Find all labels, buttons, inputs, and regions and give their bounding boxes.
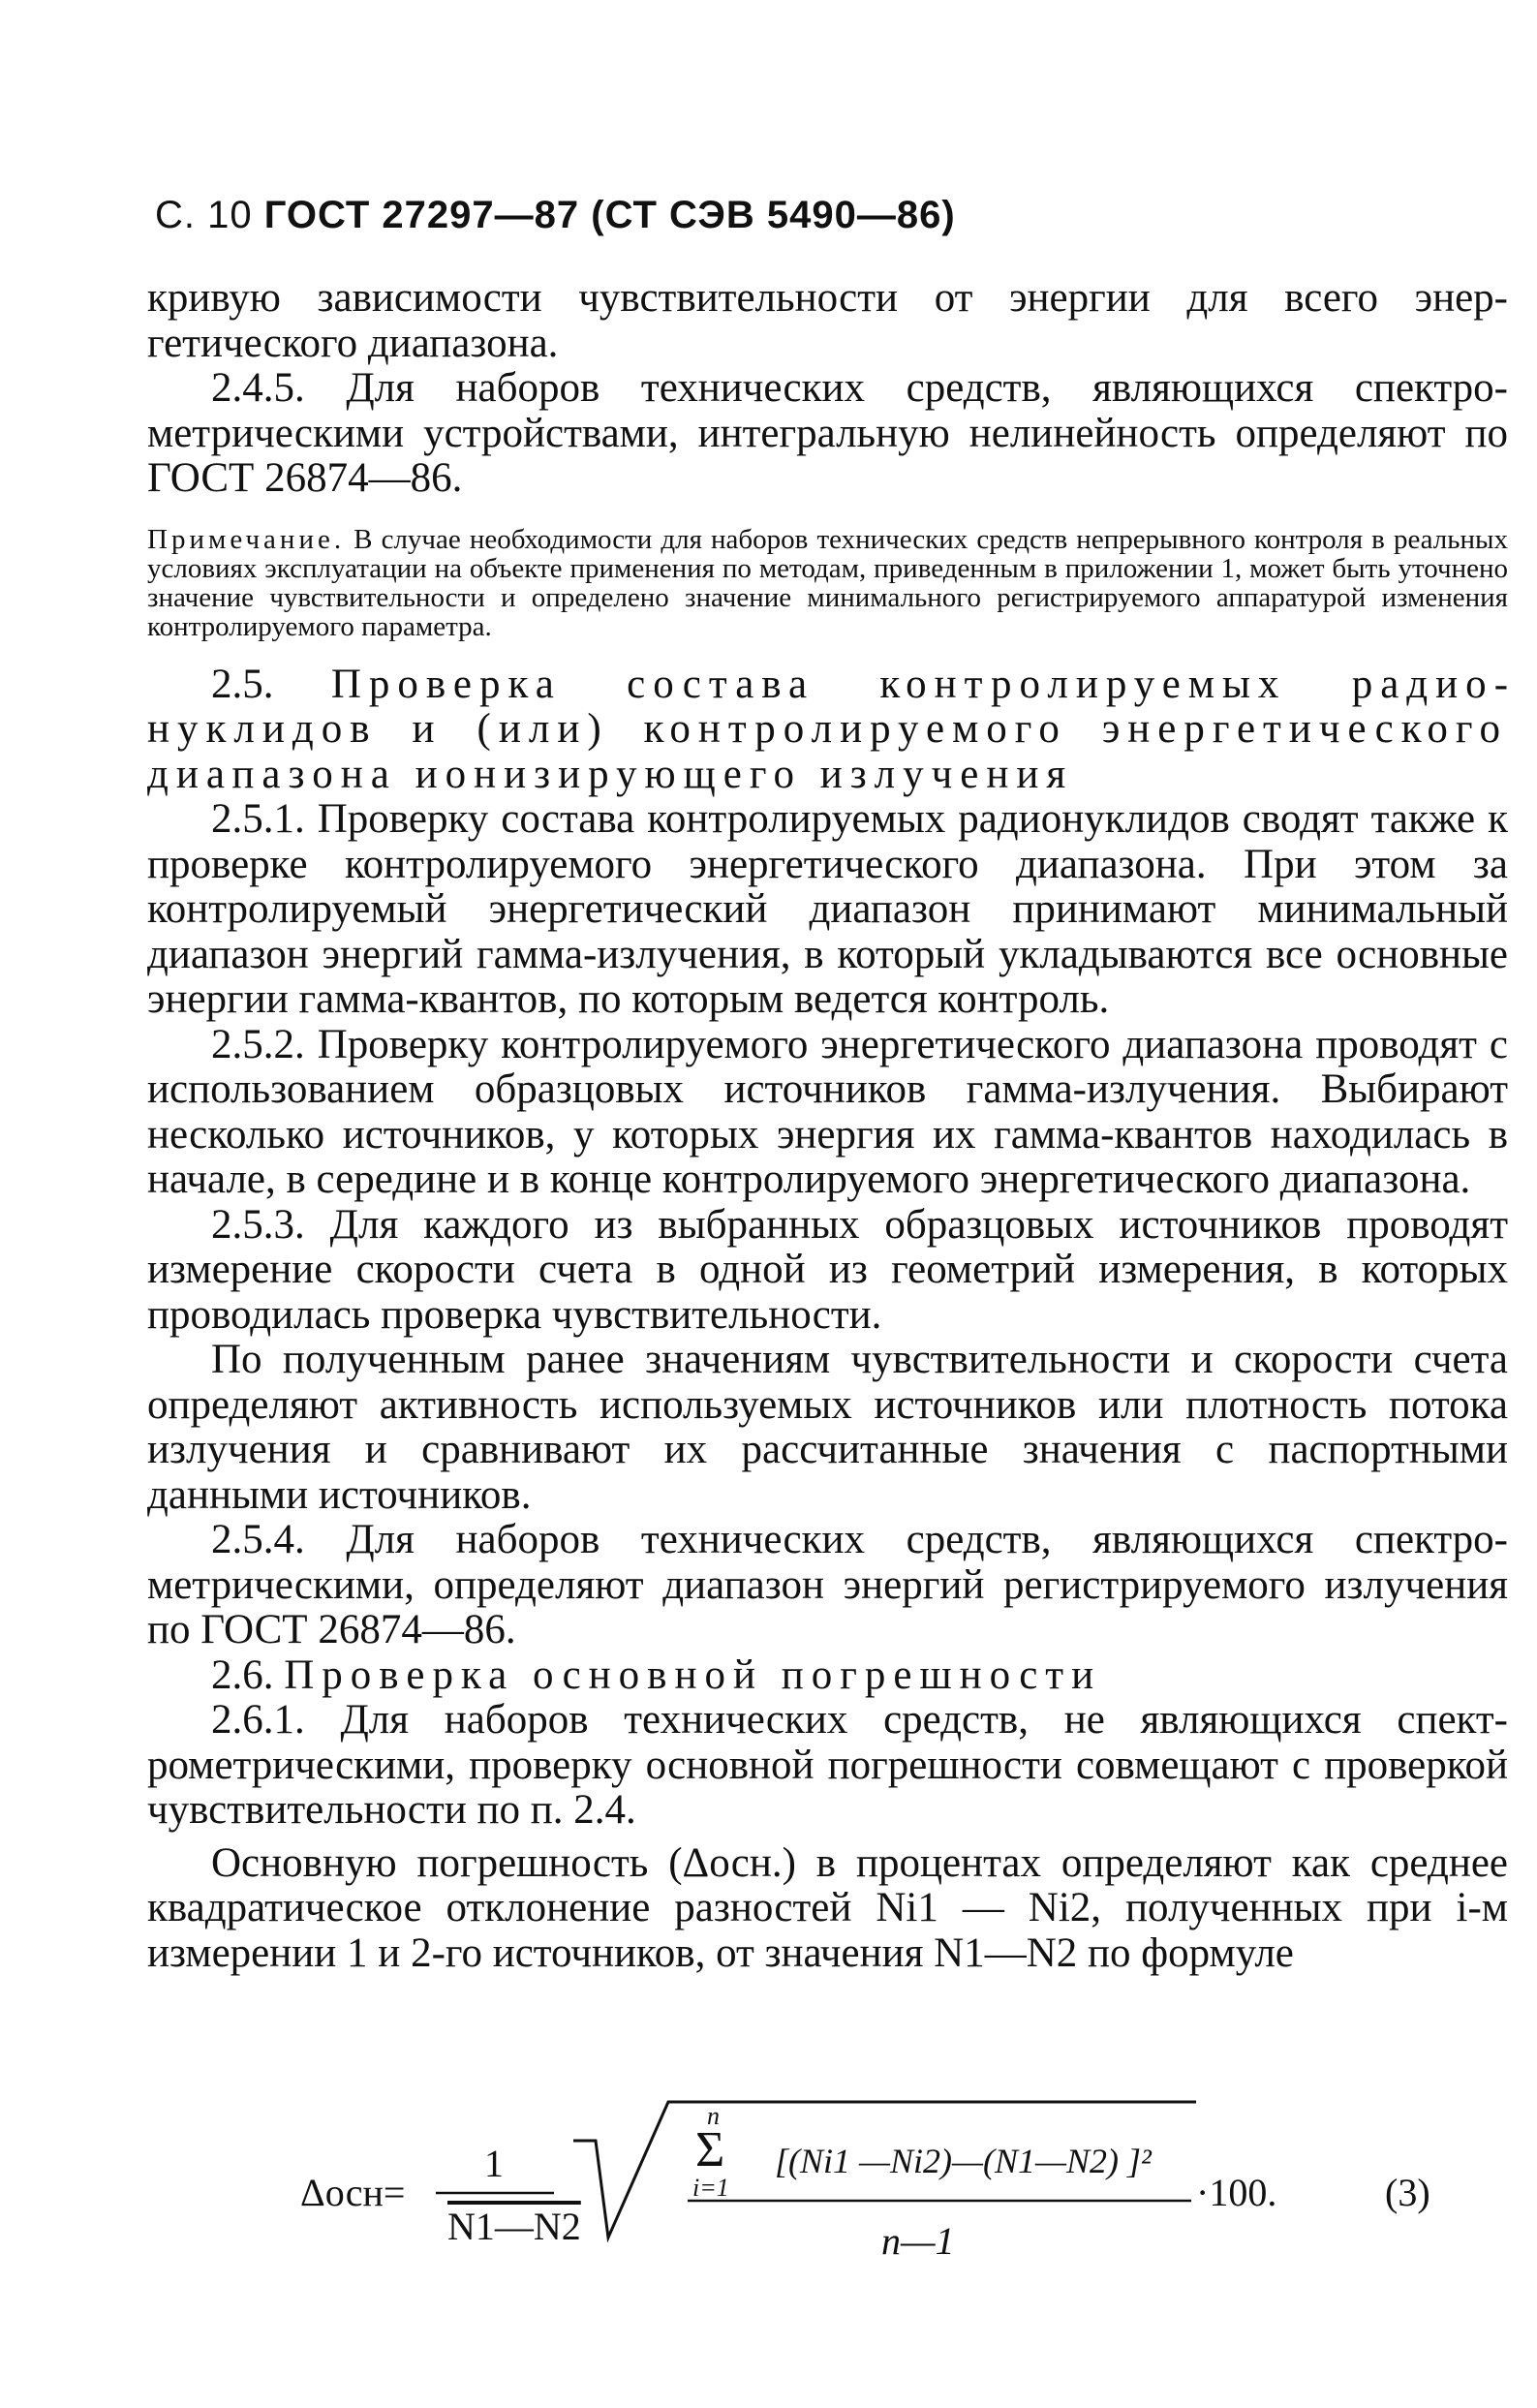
standard-title: ГОСТ 27297—87 (СТ СЭВ 5490—86) xyxy=(263,194,956,236)
paragraph-continuation: кривую зависимости чувствительности от энергии для всего энергетического диапазона. xyxy=(147,275,1508,366)
formula-one: 1 xyxy=(484,2142,504,2185)
section-number: 2.6. xyxy=(211,1652,274,1698)
formula-lhs: Δосн= xyxy=(300,2171,406,2214)
formula-number: (3) xyxy=(1385,2171,1430,2214)
sum-upper: n xyxy=(707,2102,720,2130)
sum-symbol: Σ xyxy=(695,2122,725,2177)
paragraph-2-5-1: 2.5.1. Проверку состава контролируемых радионуклидов сводят также к проверке контролируемого энергетического диапазона. При этом за контролируемый энергетический диапазон принимают минимальный диапазон энергий гамма-излучения, в который укладываются все основные энергии гамма-квантов, по которым ведется контроль. xyxy=(147,796,1508,1022)
formula-numerator: [(Ni1 —Ni2)—(N1—N2) ]² xyxy=(775,2142,1152,2180)
document-body xyxy=(147,276,1508,1976)
section-number: 2.5. xyxy=(211,661,274,707)
paragraph-2-5-2: 2.5.2. Проверку контролируемого энергетического диапазона проводят с использованием образцовых источников гамма-излучения. Выбирают несколько источников, у которых энергия их гамма-квантов находилась в начале, в середине и в конце контролируемого энергетического диапазона. xyxy=(147,1021,1508,1202)
paragraph-2-4-5: 2.4.5. Для наборов технических средств, являющихся спектрометрическими устройствами, интегральную нелинейность определяют по ГОСТ 26874—86. xyxy=(147,365,1508,501)
paragraph-2-5-3: 2.5.3. Для каждого из выбранных образцовых источников проводят измерение скорости счета в одной из геометрий измерения, в которых проводилась проверка чувствительности. xyxy=(147,1201,1508,1338)
paragraph-2-5-4: 2.5.4. Для наборов технических средств, являющихся спектрометрическими, определяют диапазон энергий регистрируемого излучения по ГОСТ 26874—86. xyxy=(147,1517,1508,1652)
sum-lower: i=1 xyxy=(692,2174,729,2202)
section-heading-2-5 xyxy=(147,663,1508,798)
paragraph-2-5-3-cont: По полученным ранее значениям чувствительности и скорости счета определяют активность используемых источников или плотность потока излучения и сравнивают их рассчитанные значения с паспортными данными источников. xyxy=(147,1337,1508,1518)
formula-den-left: N1—N2 xyxy=(447,2205,581,2248)
section-title: Проверка состава контролируемых радионуклидов и (или) контролируемого энергетического диапазона ионизирующего излучения xyxy=(147,661,1509,797)
formula-times: ·100. xyxy=(1196,2171,1277,2214)
note xyxy=(147,525,1508,641)
section-heading-2-6 xyxy=(147,1653,1508,1699)
note-label: Примечание. xyxy=(147,523,346,555)
page-header xyxy=(155,194,956,237)
formula-lines xyxy=(300,2083,1511,2296)
note-text: В случае необходимости для наборов технических средств непрерывного контроля в реальных условиях эксплуатации на объекте применения по методам, приведенным в приложении 1, может быть уточнено значение чувствительности и определено значение минимального регистрируемого аппаратурой изменения контролируемого параметра. xyxy=(147,523,1508,642)
formula-3 xyxy=(300,2083,1511,2296)
paragraph-2-6-1: 2.6.1. Для наборов технических средств, не являющихся спектрометрическими, проверку основной погрешности совмещают с проверкой чувствительности по п. 2.4. xyxy=(147,1697,1508,1833)
page-number: С. 10 xyxy=(155,194,253,236)
section-title: Проверка основной погрешности xyxy=(284,1652,1102,1698)
formula-denominator: n—1 xyxy=(881,2219,955,2263)
paragraph-formula-intro: Основную погрешность (Δосн.) в процентах определяют как среднее квадратическое отклонение разностей Ni1 — Ni2, полученных при i-м измерении 1 и 2-го источников, от значения N1—N2 по формуле xyxy=(147,1839,1508,1976)
